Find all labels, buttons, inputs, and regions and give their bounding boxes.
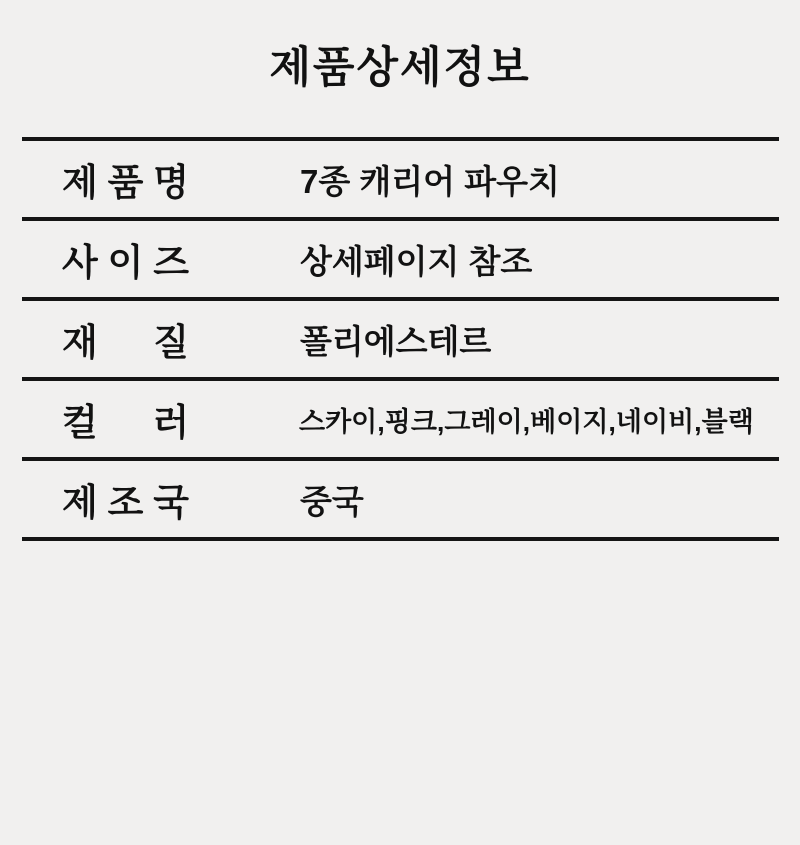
label-char: 제 xyxy=(62,482,98,523)
row-value: 중국 xyxy=(300,482,364,520)
row-label xyxy=(62,312,189,366)
row-label xyxy=(62,232,189,286)
label-char: 품 xyxy=(107,162,144,203)
row-value: 7종 캐리어 파우치 xyxy=(300,162,560,200)
row-value: 상세페이지 참조 xyxy=(300,242,533,280)
table-row-country xyxy=(22,461,779,541)
label-char: 조 xyxy=(107,482,144,523)
label-char: 이 xyxy=(107,242,144,283)
table-row-product-name xyxy=(22,141,779,221)
label-char: 국 xyxy=(153,482,189,523)
row-label xyxy=(62,152,189,206)
row-value: 스카이,핑크,그레이,베이지,네이비,블랙 xyxy=(299,406,754,437)
product-spec-table xyxy=(22,137,779,541)
label-char: 즈 xyxy=(153,242,189,283)
row-label xyxy=(62,392,189,446)
label-char: 사 xyxy=(62,242,98,283)
row-value: 폴리에스테르 xyxy=(300,322,492,360)
row-label xyxy=(62,472,189,526)
label-char: 명 xyxy=(153,162,189,203)
label-char: 컬 xyxy=(62,402,98,443)
table-row-size xyxy=(22,221,779,301)
label-char: 러 xyxy=(153,402,189,443)
table-row-material xyxy=(22,301,779,381)
label-char: 재 xyxy=(62,322,98,363)
label-char: 질 xyxy=(153,322,189,363)
table-row-color xyxy=(22,381,779,461)
page-title: 제품상세정보 xyxy=(269,44,531,92)
label-char: 제 xyxy=(62,162,98,203)
